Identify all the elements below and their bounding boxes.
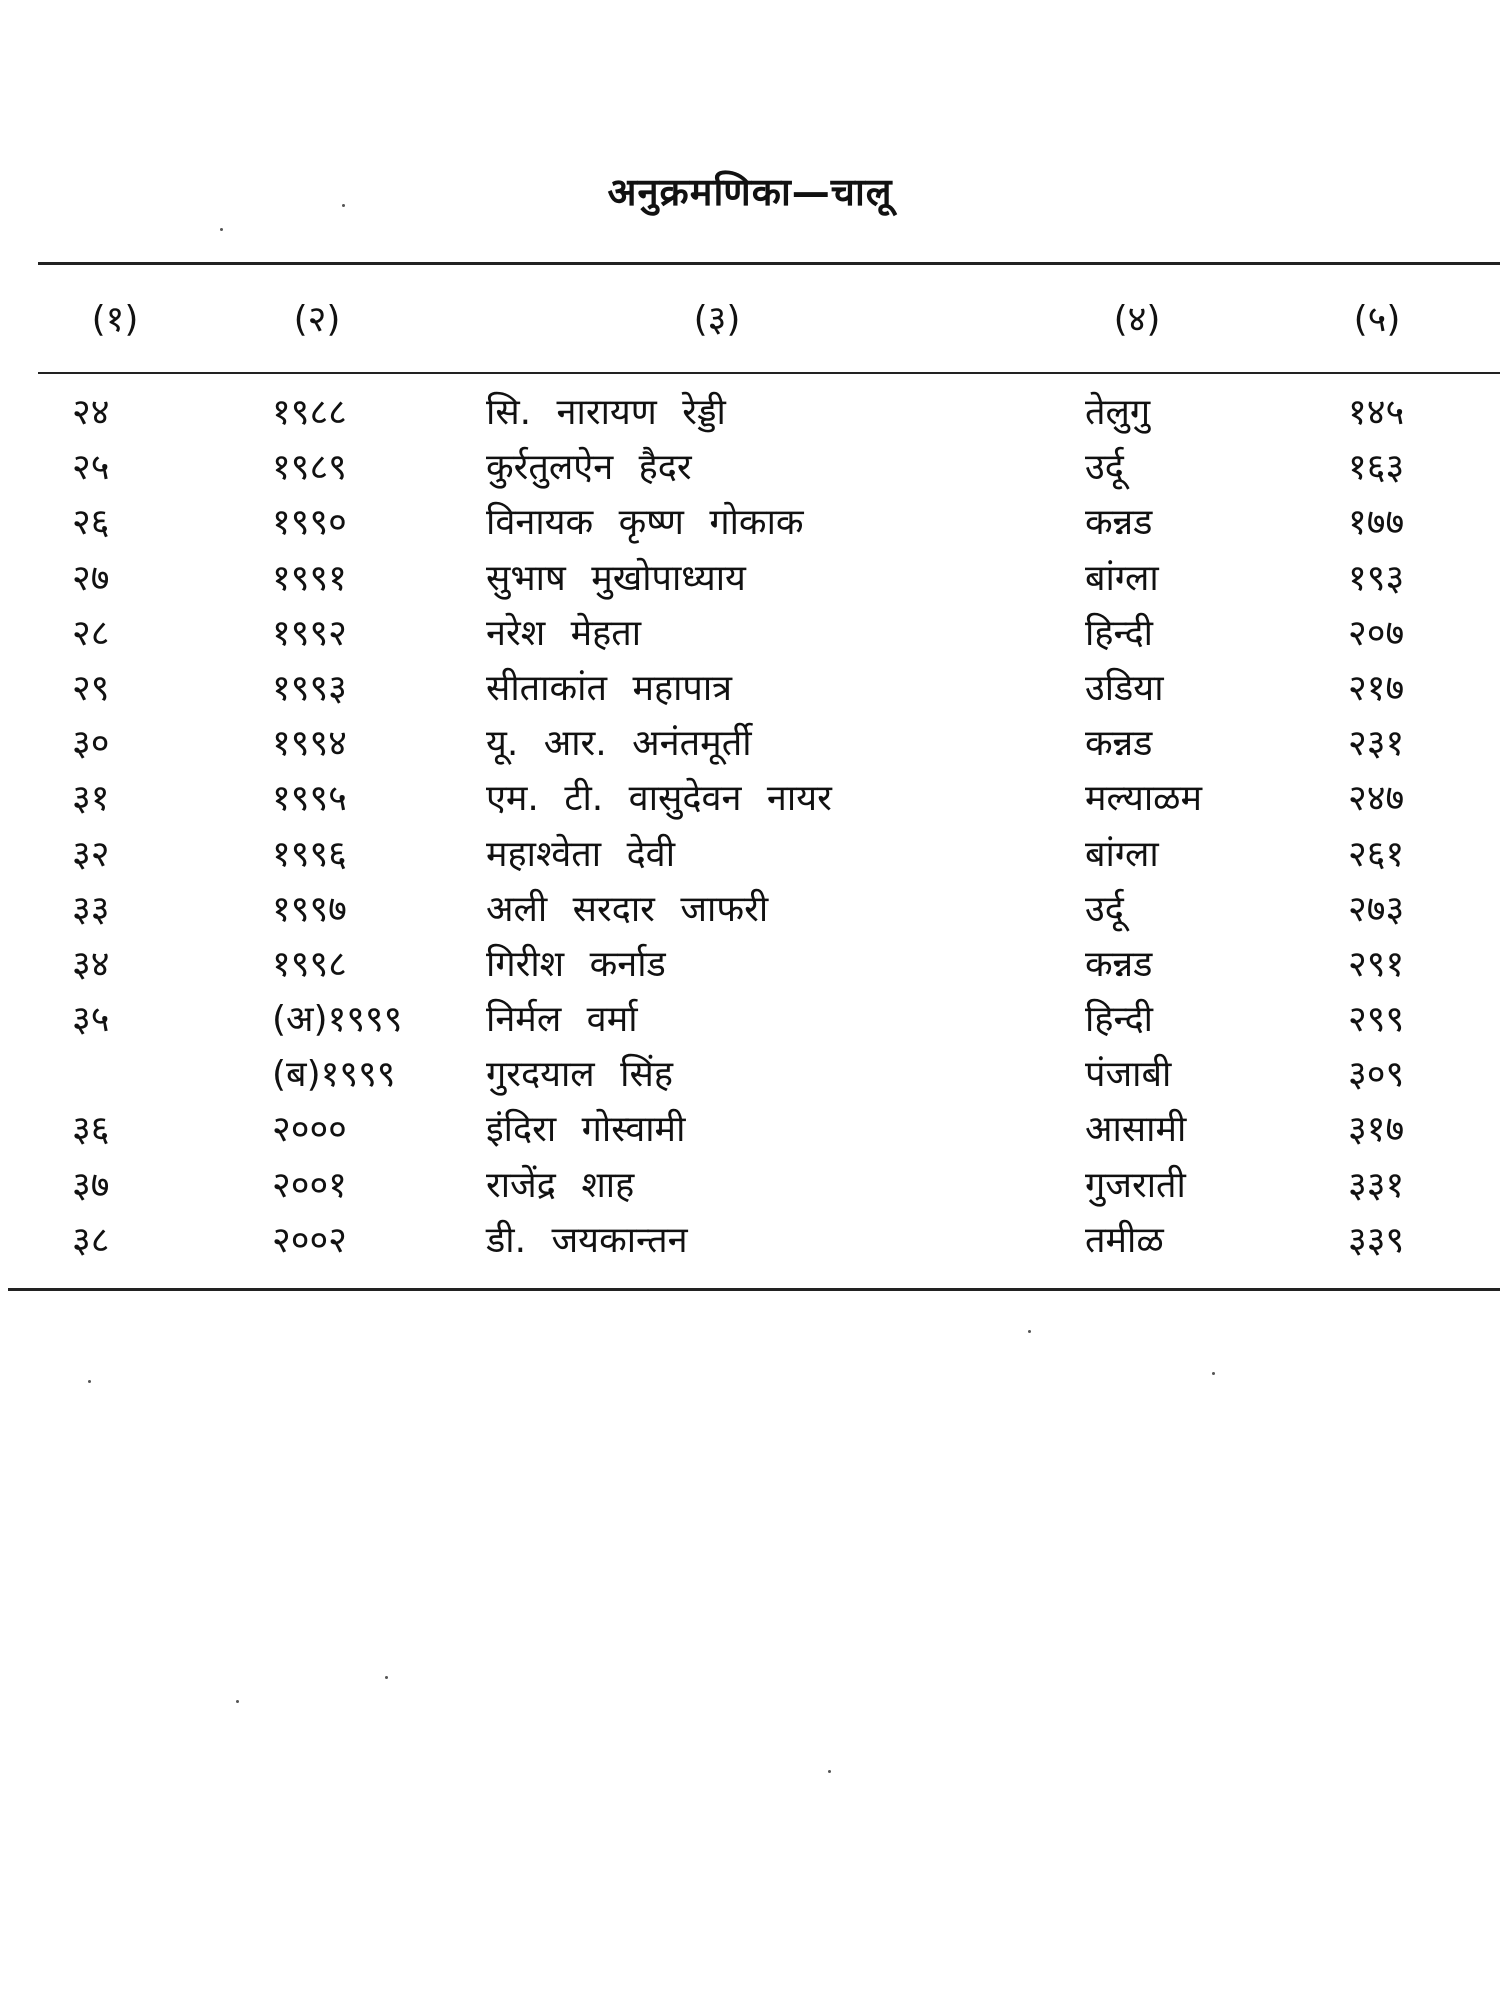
author-name-cell: सि. नारायण रेड्डी bbox=[486, 392, 726, 433]
table-row bbox=[0, 1047, 1500, 1102]
page-number-cell: ३१७ bbox=[1348, 1109, 1405, 1151]
language-cell: गुजराती bbox=[1085, 1164, 1186, 1206]
scan-speck bbox=[220, 228, 223, 231]
author-name-cell: राजेंद्र शाह bbox=[486, 1164, 635, 1206]
year-cell: १९९७ bbox=[272, 888, 347, 930]
author-name-cell: गुरदयाल सिंह bbox=[486, 1054, 673, 1096]
page-number-cell: २६१ bbox=[1348, 833, 1405, 875]
page-number-cell: २४७ bbox=[1348, 778, 1405, 820]
year-cell: २००२ bbox=[272, 1219, 347, 1261]
page-number-cell: २३१ bbox=[1348, 723, 1405, 765]
column-header-4: (४) bbox=[1113, 299, 1161, 340]
year-cell: (ब)१९९९ bbox=[272, 1054, 396, 1096]
author-name-cell: नरेश मेहता bbox=[486, 612, 642, 654]
column-header-2: (२) bbox=[293, 299, 341, 340]
table-header-rule bbox=[38, 372, 1500, 374]
language-cell: तमीळ bbox=[1085, 1219, 1164, 1261]
page-number-cell: १४५ bbox=[1348, 392, 1405, 433]
author-name-cell: अली सरदार जाफरी bbox=[486, 888, 769, 930]
author-name-cell: सुभाष मुखोपाध्याय bbox=[486, 557, 746, 599]
language-cell: उर्दू bbox=[1085, 888, 1124, 930]
scan-speck bbox=[1028, 1330, 1031, 1333]
year-cell: १९९५ bbox=[272, 778, 347, 820]
page-number-cell: २७३ bbox=[1348, 888, 1405, 930]
year-cell: १९८९ bbox=[272, 447, 347, 489]
table-row bbox=[0, 937, 1500, 992]
author-name-cell: विनायक कृष्ण गोकाक bbox=[486, 502, 804, 544]
table-row bbox=[0, 827, 1500, 882]
year-cell: १९८८ bbox=[272, 392, 347, 433]
page-number-cell: २१७ bbox=[1348, 667, 1405, 709]
language-cell: कन्नड bbox=[1085, 943, 1153, 985]
column-header-3: (३) bbox=[693, 299, 741, 340]
author-name-cell: सीताकांत महापात्र bbox=[486, 667, 733, 709]
author-name-cell: इंदिरा गोस्वामी bbox=[486, 1109, 686, 1151]
language-cell: मल्याळम bbox=[1085, 778, 1203, 820]
page-number-cell: १९३ bbox=[1348, 557, 1405, 599]
serial-number-cell: २९ bbox=[72, 667, 110, 709]
language-cell: कन्नड bbox=[1085, 502, 1153, 544]
language-cell: कन्नड bbox=[1085, 723, 1153, 765]
language-cell: हिन्दी bbox=[1085, 612, 1154, 654]
page-number-cell: २९१ bbox=[1348, 943, 1405, 985]
table-row bbox=[0, 1102, 1500, 1157]
serial-number-cell: ३४ bbox=[72, 943, 110, 985]
table-row bbox=[0, 495, 1500, 550]
scan-speck bbox=[342, 204, 345, 207]
table-row bbox=[0, 606, 1500, 661]
table-row bbox=[0, 1158, 1500, 1213]
table-top-rule bbox=[38, 262, 1500, 265]
serial-number-cell: २७ bbox=[72, 557, 110, 599]
serial-number-cell: २४ bbox=[72, 392, 110, 433]
page-number-cell: २९९ bbox=[1348, 999, 1405, 1041]
serial-number-cell: २५ bbox=[72, 447, 110, 489]
table-row bbox=[0, 661, 1500, 716]
serial-number-cell: ३२ bbox=[72, 833, 110, 875]
language-cell: बांग्ला bbox=[1085, 557, 1159, 599]
table-row bbox=[0, 440, 1500, 495]
table-row bbox=[0, 551, 1500, 606]
serial-number-cell: ३१ bbox=[72, 778, 110, 820]
language-cell: तेलुगु bbox=[1085, 392, 1151, 433]
page-number-cell: १७७ bbox=[1348, 502, 1405, 544]
serial-number-cell: ३८ bbox=[72, 1219, 110, 1261]
column-header-1: (१) bbox=[91, 299, 139, 340]
year-cell: (अ)१९९९ bbox=[272, 999, 403, 1041]
language-cell: उडिया bbox=[1085, 667, 1164, 709]
scan-speck bbox=[236, 1700, 239, 1703]
author-name-cell: डी. जयकान्तन bbox=[486, 1219, 688, 1261]
table-row bbox=[0, 716, 1500, 771]
table-bottom-rule bbox=[8, 1288, 1500, 1291]
table-row bbox=[0, 771, 1500, 826]
page-number-cell: २०७ bbox=[1348, 612, 1405, 654]
table-row bbox=[0, 992, 1500, 1047]
table-row bbox=[0, 1213, 1500, 1268]
page-number-cell: ३३९ bbox=[1348, 1219, 1405, 1261]
year-cell: १९९१ bbox=[272, 557, 347, 599]
serial-number-cell: ३५ bbox=[72, 999, 110, 1041]
year-cell: २००१ bbox=[272, 1164, 347, 1206]
author-name-cell: गिरीश कर्नाड bbox=[486, 943, 666, 985]
scan-speck bbox=[88, 1380, 91, 1383]
language-cell: आसामी bbox=[1085, 1109, 1187, 1151]
scan-speck bbox=[1212, 1372, 1215, 1375]
serial-number-cell: ३६ bbox=[72, 1109, 110, 1151]
language-cell: हिन्दी bbox=[1085, 999, 1154, 1041]
year-cell: २००० bbox=[272, 1109, 347, 1151]
page-number-cell: ३३१ bbox=[1348, 1164, 1405, 1206]
table-row bbox=[0, 385, 1500, 440]
year-cell: १९९० bbox=[272, 502, 347, 544]
year-cell: १९९३ bbox=[272, 667, 347, 709]
serial-number-cell: २८ bbox=[72, 612, 110, 654]
scan-speck bbox=[828, 1770, 831, 1773]
year-cell: १९९६ bbox=[272, 833, 347, 875]
page-title: अनुक्रमणिका—चालू bbox=[607, 170, 893, 214]
column-header-5: (५) bbox=[1353, 299, 1401, 340]
language-cell: बांग्ला bbox=[1085, 833, 1159, 875]
page-number-cell: ३०९ bbox=[1348, 1054, 1405, 1096]
year-cell: १९९८ bbox=[272, 943, 347, 985]
author-name-cell: निर्मल वर्मा bbox=[486, 999, 638, 1041]
page-number-cell: १६३ bbox=[1348, 447, 1405, 489]
serial-number-cell: ३७ bbox=[72, 1164, 110, 1206]
serial-number-cell: २६ bbox=[72, 502, 110, 544]
year-cell: १९९४ bbox=[272, 723, 347, 765]
scan-speck bbox=[385, 1676, 388, 1679]
year-cell: १९९२ bbox=[272, 612, 347, 654]
author-name-cell: महाश्वेता देवी bbox=[486, 833, 676, 875]
author-name-cell: यू. आर. अनंतमूर्ती bbox=[486, 723, 752, 765]
language-cell: उर्दू bbox=[1085, 447, 1124, 489]
author-name-cell: एम. टी. वासुदेवन नायर bbox=[486, 778, 832, 820]
language-cell: पंजाबी bbox=[1085, 1054, 1172, 1096]
author-name-cell: कुर्रतुलऐन हैदर bbox=[486, 447, 692, 489]
serial-number-cell: ३० bbox=[72, 723, 110, 765]
table-row bbox=[0, 882, 1500, 937]
serial-number-cell: ३३ bbox=[72, 888, 110, 930]
table-body bbox=[0, 385, 1500, 1268]
